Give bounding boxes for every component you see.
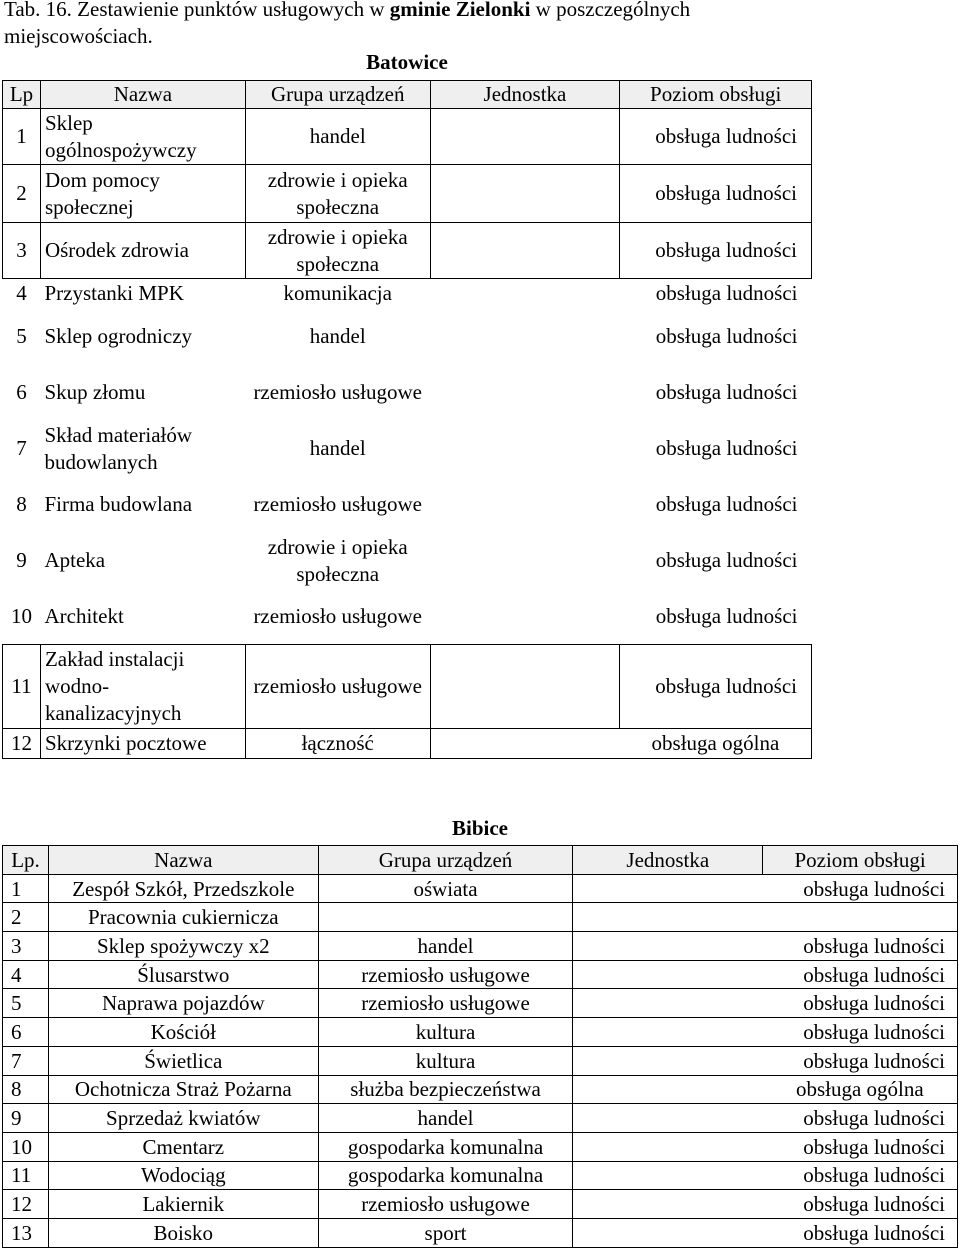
poziom-cell: obsługa ludności [620,109,812,165]
grupa-cell: rzemiosło usługowe [318,989,573,1018]
nazwa-cell: Firma budowlana [44,492,193,516]
grupa-cell: rzemiosło usługowe [318,960,573,989]
table-row [3,903,958,932]
header-row [3,81,812,109]
poziom-cell: obsługa ogólna [763,1075,958,1104]
table-row [3,477,812,533]
poziom-cell: obsługa ludności [655,492,798,516]
grupa-cell [318,903,573,932]
header-cell-nazwa: Nazwa [48,846,318,875]
table-row [3,989,958,1018]
lp-cell: 7 [16,436,27,460]
nazwa-cell: Zespół Szkół, Przedszkole [48,874,318,903]
poziom-cell: obsługa ludności [655,603,798,628]
jednostka-cell [430,223,620,279]
table-caption [4,0,804,50]
jednostka-cell [573,903,763,932]
header-cell-lp: Lp [3,81,41,109]
jednostka-cell [573,874,763,903]
jednostka-cell [573,960,763,989]
grupa-cell: rzemiosło usługowe [253,380,422,404]
nazwa-cell: Sklep ogrodniczy [44,324,193,348]
grupa-cell: zdrowie i opieka społeczna [267,534,408,586]
poziom-cell: obsługa ludności [763,1190,958,1219]
jednostka-cell [573,1190,763,1219]
table-row [3,932,958,961]
jednostka-cell [430,729,620,759]
grupa-cell: handel [309,324,366,348]
jednostka-cell [573,1104,763,1133]
table-row [3,109,812,165]
grupa-cell: kultura [318,1018,573,1047]
header-cell-nazwa: Nazwa [40,81,245,109]
grupa-cell: rzemiosło usługowe [318,1190,573,1219]
nazwa-cell: Dom pomocy społecznej [40,165,245,223]
header-cell-jednostka: Jednostka [430,81,620,109]
lp-cell: 3 [3,932,49,961]
jednostka-cell [573,1161,763,1190]
lp-cell: 5 [16,324,27,348]
lp-cell: 1 [3,109,41,165]
lp-cell: 2 [3,903,49,932]
nazwa-cell: Naprawa pojazdów [48,989,318,1018]
nazwa-cell: Świetlica [48,1046,318,1075]
lp-cell: 10 [3,1132,49,1161]
nazwa-cell: Cmentarz [48,1132,318,1161]
poziom-cell: obsługa ludności [763,960,958,989]
nazwa-cell: Sklep ogólnospożywczy [40,109,245,165]
jednostka-cell [430,279,620,309]
header-cell-jednostka: Jednostka [573,846,763,875]
poziom-cell: obsługa ludności [763,932,958,961]
grupa-cell: sport [318,1218,573,1247]
nazwa-cell: Ślusarstwo [48,960,318,989]
poziom-cell: obsługa ludności [620,165,812,223]
grupa-cell: zdrowie i opieka społeczna [245,165,430,223]
poziom-cell: obsługa ludności [763,874,958,903]
lp-cell: 5 [3,989,49,1018]
table-row [3,1046,958,1075]
nazwa-cell: Architekt [44,603,124,628]
header-cell-grupa: Grupa urządzeń [318,846,573,875]
caption-prefix: Tab. 16. Zestawienie punktów usługowych w [4,0,390,21]
poziom-cell: obsługa ludności [763,1132,958,1161]
caption-bold: gminie Zielonki [389,0,531,21]
table-row [3,1218,958,1247]
jednostka-cell [573,1218,763,1247]
lp-cell: 9 [16,548,27,572]
grupa-cell: kultura [318,1046,573,1075]
grupa-cell: rzemiosło usługowe [253,492,422,516]
table-row [3,533,812,589]
jednostka-cell [430,421,620,477]
table-row [3,1190,958,1219]
lp-cell: 12 [3,1190,49,1219]
table-row [3,165,812,223]
poziom-cell: obsługa ludności [763,1161,958,1190]
lp-cell: 11 [3,645,41,729]
grupa-cell: gospodarka komunalna [318,1161,573,1190]
table-row [3,874,958,903]
header-cell-poziom: Poziom obsługi [763,846,958,875]
lp-cell: 7 [3,1046,49,1075]
table-row [3,223,812,279]
lp-cell: 13 [3,1218,49,1247]
lp-cell: 6 [16,380,27,404]
poziom-cell: obsługa ludności [763,1218,958,1247]
nazwa-cell: Lakiernik [48,1190,318,1219]
poziom-cell: obsługa ogólna [620,729,812,759]
table-row [3,960,958,989]
table-row [3,1132,958,1161]
grupa-cell: handel [318,1104,573,1133]
lp-cell: 4 [16,281,27,306]
grupa-cell: oświata [318,874,573,903]
table-row [3,1104,958,1133]
poziom-cell: obsługa ludności [763,1018,958,1047]
grupa-cell: gospodarka komunalna [318,1132,573,1161]
lp-cell: 8 [3,1075,49,1104]
grupa-cell: handel [309,436,366,460]
jednostka-cell [573,1132,763,1161]
poziom-cell: obsługa ludności [620,223,812,279]
grupa-cell: łączność [245,729,430,759]
lp-cell: 4 [3,960,49,989]
grupa-cell: zdrowie i opieka społeczna [245,223,430,279]
jednostka-cell [573,1018,763,1047]
lp-cell: 8 [16,492,27,516]
table-row [3,421,812,477]
poziom-cell: obsługa ludności [763,1104,958,1133]
table-row [3,279,812,309]
poziom-cell: obsługa ludności [620,645,812,729]
jednostka-cell [573,1046,763,1075]
table-row [3,1075,958,1104]
jednostka-cell [430,109,620,165]
lp-cell: 6 [3,1018,49,1047]
lp-cell: 2 [3,165,41,223]
nazwa-cell: Ośrodek zdrowia [40,223,245,279]
grupa-cell: rzemiosło usługowe [253,603,422,628]
jednostka-cell [573,932,763,961]
nazwa-cell: Kościół [48,1018,318,1047]
jednostka-cell [430,165,620,223]
section-title-batowice: Batowice [366,50,448,74]
poziom-cell: obsługa ludności [655,380,798,404]
nazwa-cell: Pracownia cukiernicza [48,903,318,932]
nazwa-cell: Ochotnicza Straż Pożarna [48,1075,318,1104]
nazwa-cell: Apteka [44,548,106,572]
table-row [3,589,812,645]
jednostka-cell [430,645,620,729]
nazwa-cell: Sklep spożywczy x2 [48,932,318,961]
nazwa-cell: Wodociąg [48,1161,318,1190]
poziom-cell [763,903,958,932]
nazwa-cell: Skup złomu [44,380,146,404]
nazwa-cell: Boisko [48,1218,318,1247]
lp-cell: 1 [3,874,49,903]
nazwa-cell: Zakład instalacji wodno-kanalizacyjnych [40,645,245,729]
jednostka-cell [573,989,763,1018]
poziom-cell: obsługa ludności [655,281,798,306]
section-title-bibice: Bibice [452,816,508,840]
jednostka-cell [430,533,620,589]
grupa-cell: rzemiosło usługowe [245,645,430,729]
table-row [3,1018,958,1047]
nazwa-cell: Sprzedaż kwiatów [48,1104,318,1133]
grupa-cell: handel [245,109,430,165]
poziom-cell: obsługa ludności [763,1046,958,1075]
nazwa-cell: Skrzynki pocztowe [40,729,245,759]
lp-cell: 9 [3,1104,49,1133]
table-row [3,309,812,365]
header-row [3,846,958,875]
caption-suffix: w poszczególnych miejscowościach. [4,0,691,48]
lp-cell: 11 [3,1161,49,1190]
grupa-cell: komunikacja [283,281,392,306]
table-row [3,1161,958,1190]
grupa-cell: służba bezpieczeństwa [318,1075,573,1104]
jednostka-cell [430,589,620,645]
poziom-cell: obsługa ludności [655,548,798,572]
nazwa-cell: Przystanki MPK [44,281,184,306]
nazwa-cell: Skład materiałów budowlanych [44,422,193,474]
table-row [3,729,812,759]
grupa-cell: handel [318,932,573,961]
header-cell-lp: Lp. [3,846,49,875]
jednostka-cell [430,309,620,365]
jednostka-cell [573,1075,763,1104]
poziom-cell: obsługa ludności [655,436,798,460]
batowice-table [2,80,812,759]
lp-cell: 3 [3,223,41,279]
lp-cell: 10 [10,603,32,628]
header-cell-poziom: Poziom obsługi [620,81,812,109]
header-cell-grupa: Grupa urządzeń [245,81,430,109]
poziom-cell: obsługa ludności [763,989,958,1018]
lp-cell: 12 [3,729,41,759]
jednostka-cell [430,477,620,533]
bibice-table [2,845,958,1248]
poziom-cell: obsługa ludności [655,324,798,348]
jednostka-cell [430,365,620,421]
table-row [3,365,812,421]
table-row [3,645,812,729]
